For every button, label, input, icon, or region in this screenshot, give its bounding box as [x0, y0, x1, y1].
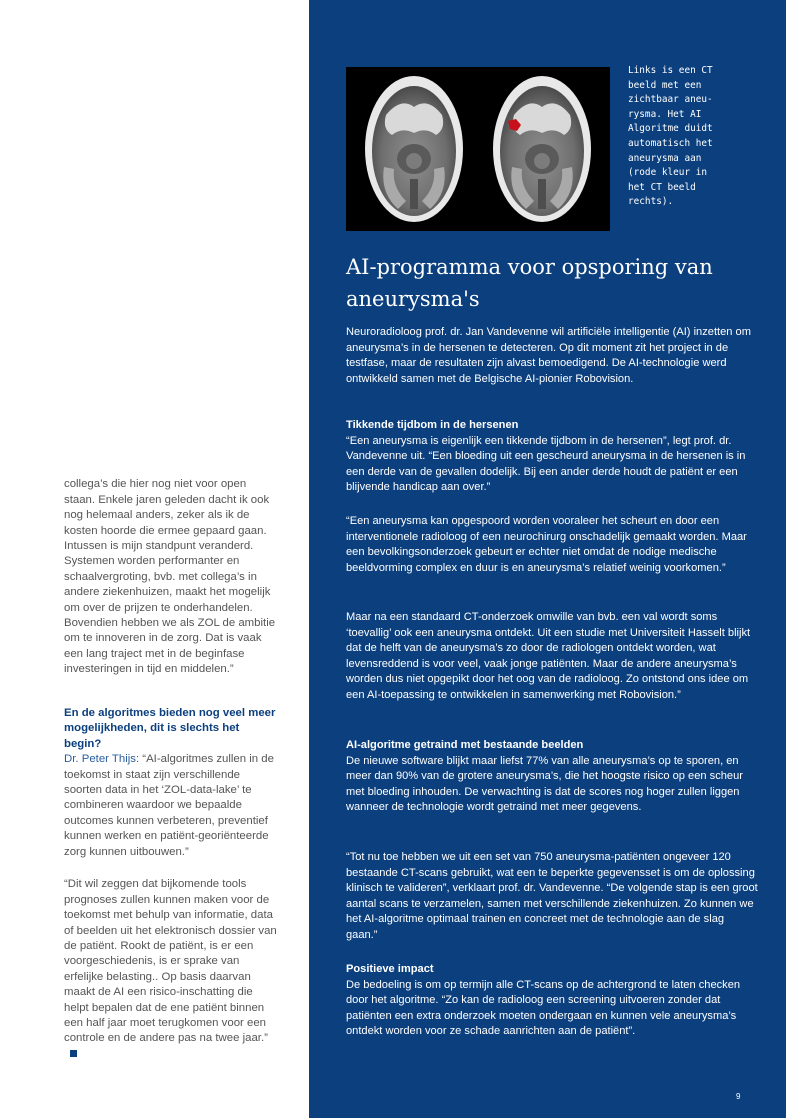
- paragraph: Maar na een standaard CT-onderzoek omwille van bvb. een val wordt soms ‘toevallig’ ook een aneurysma ontdekt. Uit een studie met Universiteit Hasselt blijkt dat de helft van de aneurysma’s zo door de radiologen ontdekt worden, wat levensreddend is voor veel, vaak jonge patiënten. Maar de andere aneurysma’s worden dus niet opgepikt door het oog van de radioloog. Zo ontstond ons idee om een AI-toepassing te ontwikkelen in samenwerking met Robovision.”: [346, 611, 751, 701]
- section-ai-algorithm: [346, 738, 758, 816]
- left-paragraph-3-text: “Dit wil zeggen dat bijkomende tools prognoses zullen kunnen maken voor de toekomst met behulp van informatie, data of beelden uit het elektronisch dossier van de patiënt. Rookt de patiënt, is er een voorgeschiedenis, is er sprake van erfelijke belasting.. Op basis daarvan maakt de AI een risico-inschatting die helpt bepalen dat de ene patiënt binnen een half jaar moet terugkomen voor een controle en de andere pas na twee jaar.”: [64, 878, 277, 1045]
- left-paragraph-2: [64, 752, 278, 860]
- intro-paragraph: Neuroradioloog prof. dr. Jan Vandevenne wil artificiële intelligentie (AI) inzetten om aneurysma’s in de hersenen te detecteren. Op dit moment zit het project in de testfase, maar de resultaten zijn alvast bemoedigend. De AI-technologie werd ontwikkeld samen met de Belgische AI-pionier Robovision.: [346, 326, 751, 385]
- left-paragraph-3: [64, 877, 278, 1062]
- ct-scan-left: [365, 76, 463, 222]
- image-caption: Links is een CT beeld met een zichtbaar aneu- rysma. Het AI Algoritme duidt automatisch het aneurysma aan (rode kleur in het CT beeld rechts).: [628, 65, 713, 208]
- left-paragraph-1: collega’s die hier nog niet voor open staan. Enkele jaren geleden dacht ik ook nog helemaal anders, zeker als ik de kosten hoorde die ermee gepaard gaan. Intussen is mijn standpunt veranderd. Systemen worden performanter en schaalvergroting, bvb. met collega’s in andere ziekenhuizen, maakt het mogelijk om over de prijzen te onderhandelen. Bovendien hebben we als ZOL de ambitie om te innoveren in de zorg. Dat is vaak een lang traject met in de beginfase investeringen in tijd en middelen.”: [64, 478, 276, 676]
- left-interview-block: [64, 706, 278, 860]
- paragraph: “Een aneurysma is eigenlijk een tikkende tijdbom in de hersenen”, legt prof. dr. Vandevenne uit. “Een bloeding uit een gescheurd aneurysma in de hersenen is in een derde van de gevallen dodelijk. Bij een ander derde houdt de patiënt er een blijvende handicap aan over.”: [346, 434, 746, 494]
- speaker-name: Dr. Peter Thijs:: [64, 753, 140, 766]
- ct-scan-right: [493, 76, 591, 222]
- speaker-quote: “AI-algoritmes zullen in de toekomst in staat zijn verschillende soorten data in het ‘ZOL-data-lake’ te combineren waardoor we bepaalde outcomes kunnen verbeteren, preventief kunnen werken en patiënt-georiënteerde zorg kunnen uitbouwen.”: [64, 753, 274, 858]
- page-number: 9: [736, 1092, 741, 1101]
- end-of-article-mark: [70, 1050, 77, 1057]
- interview-question: En de algoritmes bieden nog veel meer mogelijkheden, dit is slechts het begin?: [64, 707, 276, 750]
- article-title: AI-programma voor opsporing van aneurysma's: [346, 255, 713, 311]
- section-heading: Tikkende tijdbom in de hersenen: [346, 419, 519, 431]
- left-column: [0, 0, 309, 1118]
- section-heading: Positieve impact: [346, 963, 434, 975]
- section-ticking-timebomb: [346, 418, 758, 496]
- paragraph: “Tot nu toe hebben we uit een set van 750 aneurysma-patiënten ongeveer 120 bestaande CT-scans gebruikt, wat een te beperkte gegevensset is om de oplossing klinisch te valideren”, verklaart prof. dr. Vandevenne. “De volgende stap is een groot aantal scans te verzamelen, samen met verschillende ziekenhuizen. Zo kunnen we het AI-algoritme optimaal trainen en concreet met de technologie aan de slag gaan.”: [346, 851, 758, 941]
- paragraph: De bedoeling is om op termijn alle CT-scans op de achtergrond te laten checken door het algoritme. “Zo kan de radioloog een screening uitvoeren zonder dat patiënten een extra onderzoek moeten ondergaan en kunnen vele aneurysma’s ontdekt worden voor ze schade aanrichten aan de patiënt”.: [346, 978, 741, 1038]
- right-column: [309, 0, 786, 1118]
- section-positive-impact: [346, 962, 758, 1040]
- section-heading: AI-algoritme getraind met bestaande beelden: [346, 739, 584, 751]
- paragraph: “Een aneurysma kan opgespoord worden vooraleer het scheurt en door een interventionele radioloog of een neurochirurg onschadelijk gemaakt worden. Maar een bevolkingsonderzoek gebeurt er echter niet omdat de nodige medische beeldvorming complex en duur is en aneurysma’s relatief weinig voorkomen.”: [346, 515, 747, 574]
- ct-scan-image: [346, 67, 610, 231]
- paragraph: De nieuwe software blijkt maar liefst 77% van alle aneurysma’s op te sporen, en meer dan 90% van de grotere aneurysma’s, die het hoogste risico op een scheur met bloeding inhouden. De verwachting is dat de scores nog hoger zullen liggen wanneer de technologie wordt getraind met meer gegevens.: [346, 754, 743, 814]
